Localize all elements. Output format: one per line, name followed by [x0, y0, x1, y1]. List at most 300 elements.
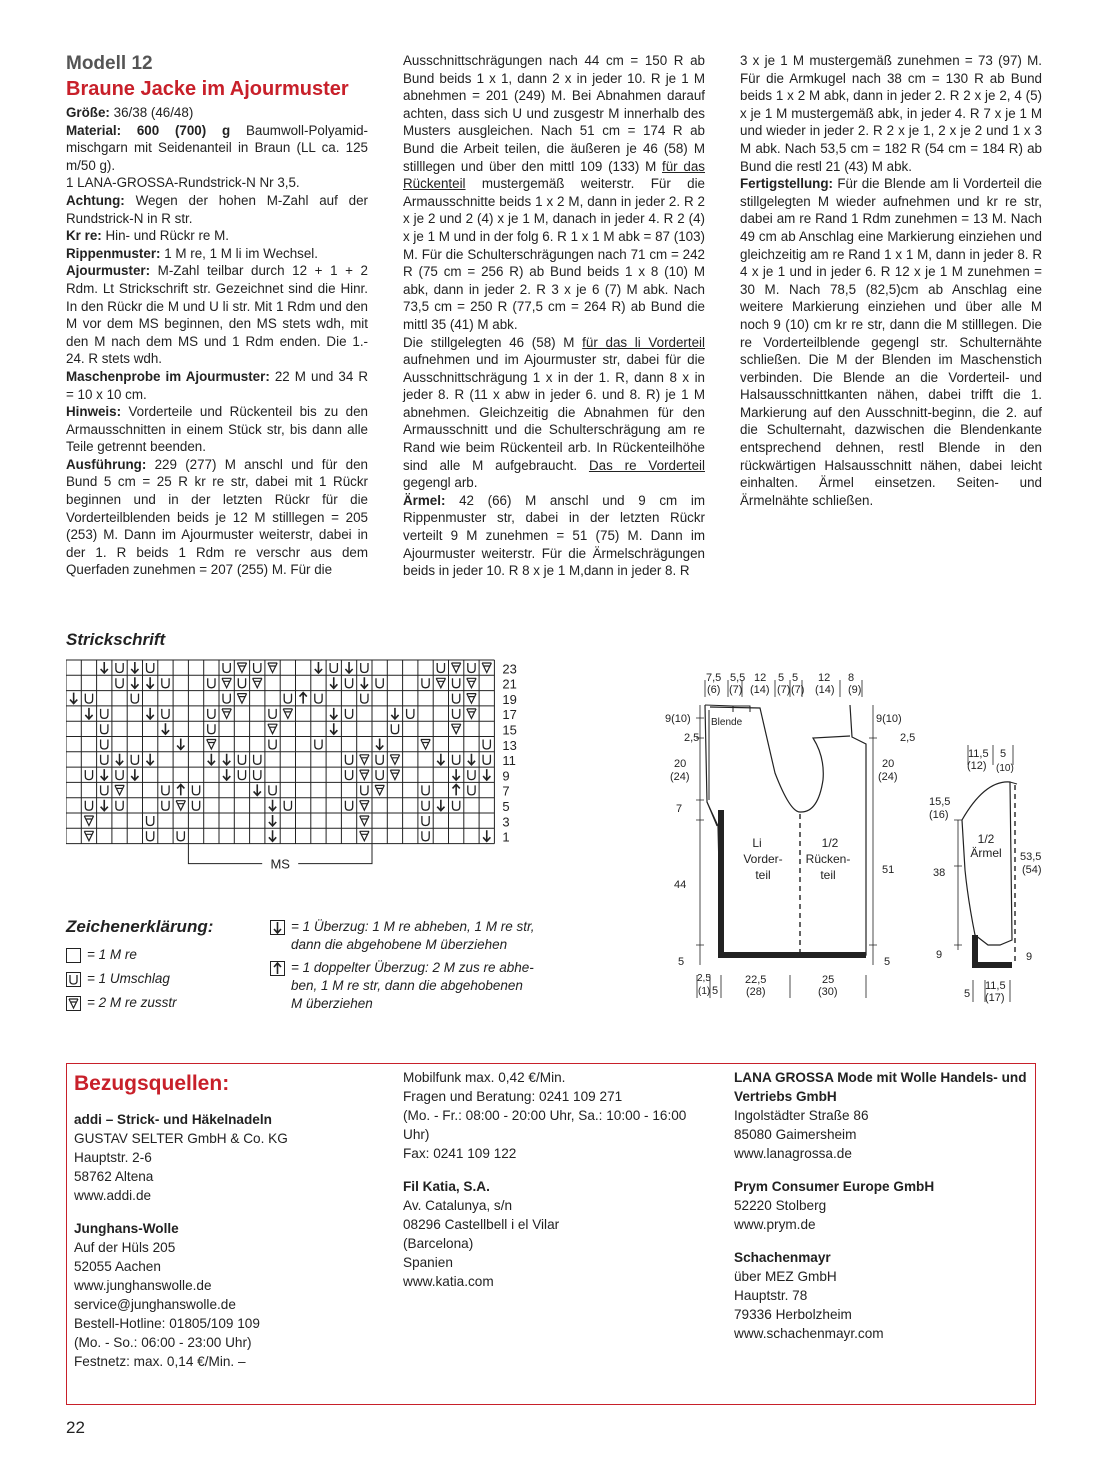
source-line: Bestell-Hotline: 01805/109 109 [74, 1316, 260, 1331]
source-line: 52055 Aachen [74, 1259, 161, 1274]
source-line: www.lanagrossa.de [734, 1146, 852, 1161]
yarnover-symbol [468, 785, 475, 795]
yarnover-symbol [483, 755, 490, 765]
yarnover-symbol [284, 801, 291, 811]
k2tog-symbol [436, 678, 445, 688]
k2tog-symbol [360, 831, 369, 841]
svg-text:20: 20 [882, 758, 895, 770]
ssk-symbol [254, 784, 261, 795]
svg-text:38: 38 [933, 867, 946, 879]
k2tog-symbol [222, 678, 231, 688]
source-line: über MEZ GmbH [734, 1269, 837, 1284]
ssk-symbol [131, 769, 138, 780]
svg-text:(24): (24) [878, 771, 898, 783]
ssk-symbol [131, 662, 138, 673]
svg-text:9: 9 [1026, 951, 1033, 963]
k2tog-symbol [268, 663, 277, 673]
yarnover-symbol [101, 709, 108, 719]
yarnover-symbol [345, 770, 352, 780]
svg-text:teil: teil [755, 868, 771, 882]
paragraph: Kr re: Hin- und Rückr re M. [66, 228, 229, 244]
legend-ssk-line1: = 1 Überzug: 1 M re abheben, 1 M re str, [291, 919, 535, 934]
svg-text:(17): (17) [985, 992, 1005, 1004]
k2tog-symbol [421, 740, 430, 750]
yarnover-symbol [192, 785, 199, 795]
yarnover-symbol [254, 770, 261, 780]
row-number: 5 [502, 799, 510, 814]
k2tog-symbol [253, 678, 262, 688]
k2tog-symbol [222, 709, 231, 719]
source-line: Av. Catalunya, s/n [403, 1198, 513, 1213]
k2tog-symbol [268, 724, 277, 734]
k2tog-symbol [207, 740, 216, 750]
paragraph: Achtung: Wegen der hohen M-Zahl auf der Rundstrick-N in R str. [66, 192, 368, 226]
k2tog-symbol [452, 724, 461, 734]
k2tog-symbol [360, 755, 369, 765]
knitting-chart [66, 655, 566, 900]
source-line: www.schachenmayr.com [734, 1326, 884, 1341]
source-line: (Mo. - Fr.: 08:00 - 20:00 Uhr, Sa.: 10:00 - 16:00 [403, 1108, 687, 1123]
yarnover-symbol [208, 709, 215, 719]
legend-title: Zeichenerklärung: [66, 917, 214, 936]
legend-item-sk2p [270, 959, 535, 1013]
source-line: 85080 Gaimersheim [734, 1127, 857, 1142]
ssk-symbol [269, 830, 276, 841]
svg-text:9(10): 9(10) [876, 713, 902, 725]
svg-text:11,5: 11,5 [985, 980, 1006, 992]
row-number: 23 [502, 661, 517, 677]
ssk-symbol [269, 800, 276, 811]
source-line: Hauptstr. 2-6 [74, 1150, 152, 1165]
source-line: GUSTAV SELTER GmbH & Co. KG [74, 1131, 288, 1146]
k2tog-symbol [84, 831, 93, 841]
paragraph: Die stillgelegten 46 (58) M für das li Vorderteil aufnehmen und im Ajourmuster str, dabei für die Ausschnittschrägung 1 x in der 1. R, dann 8 x in jeder 8. R (11 x abw in jeder 6. und 8. R) je 1 M abnehmen. Gleichzeitig die Abnahmen für den Armausschnitt und die Schulterschrägung am re Rand wie beim Rückenteil arb. In Rückenteilhöhe sind alle M aufgebraucht. Das re Vorderteil gegengl arb. [403, 334, 705, 491]
svg-text:5: 5 [964, 988, 971, 1000]
yarnover-symbol [453, 755, 460, 765]
source-line: www.katia.com [403, 1274, 494, 1289]
paragraph: 3 x je 1 M mustergemäß zunehmen = 73 (97) M. Für die Armkugel nach 38 cm = 130 R ab Bund beids 1 x 2 M abk, dann in jeder 2. R 2 x je 2, 4 (5) x je 1 M mustergemäß abk, in jeder 4. R 7 x je 1 M und wieder in jeder 2. R 2 x je 1, 2 x je 2 und 1 x 3 M abk. Nach 53,5 cm = 182 R (54 cm = 184 R) ab Bund die restl 21 (43) M abk. [740, 53, 1042, 174]
yarnover-symbol [238, 755, 245, 765]
yarnover-symbol [162, 709, 169, 719]
svg-text:Vorder-: Vorder- [743, 852, 783, 866]
svg-text:20: 20 [674, 758, 687, 770]
source-line: 58762 Altena [74, 1169, 154, 1184]
source-line: Auf der Hüls 205 [74, 1240, 176, 1255]
svg-text:12: 12 [818, 672, 831, 684]
ssk-symbol [453, 769, 460, 780]
row-number: 17 [502, 707, 517, 723]
yarnover-symbol [162, 785, 169, 795]
svg-text:2,5: 2,5 [900, 732, 916, 744]
yarnover-symbol [85, 801, 92, 811]
yarnover-symbol-icon [66, 972, 81, 987]
paragraph: Hinweis: Vorderteile und Rückenteil bis zu den Armausschnitten in einem Stück str, bis dann alle Teile getrennt beenden. [66, 404, 368, 455]
k2tog-symbol [467, 709, 476, 719]
yarnover-symbol [101, 785, 108, 795]
svg-text:5: 5 [712, 985, 719, 997]
k2tog-symbol [467, 694, 476, 704]
legend-sk2p-line2: ben, 1 M re str, dann die abgehobenen [291, 978, 523, 993]
legend-col2 [270, 918, 535, 1013]
svg-text:5,5: 5,5 [730, 672, 746, 684]
ssk-symbol [376, 739, 383, 750]
ssk-symbol [223, 754, 230, 765]
paragraphs-col2 [403, 52, 705, 580]
ms-label: MS [270, 856, 290, 872]
svg-text:2,5: 2,5 [684, 732, 700, 744]
yarnover-symbol [422, 785, 429, 795]
k2tog-symbol [390, 770, 399, 780]
svg-text:Li: Li [752, 836, 762, 850]
yarnover-symbol [223, 694, 230, 704]
source-line [734, 1163, 1034, 1177]
yarnover-symbol [376, 755, 383, 765]
yarnover-symbol [208, 724, 215, 734]
yarnover-symbol [437, 663, 444, 673]
sources-box [66, 1063, 1036, 1405]
sources-col2 [403, 1068, 713, 1291]
ssk-symbol-icon [270, 920, 285, 935]
svg-text:51: 51 [882, 864, 895, 876]
source-line: Schachenmayr [734, 1250, 831, 1265]
yarnover-symbol [254, 755, 261, 765]
svg-text:(28): (28) [746, 986, 766, 998]
yarnover-symbol [345, 801, 352, 811]
yarnover-symbol [85, 694, 92, 704]
ssk-symbol [162, 723, 169, 734]
k2tog-symbol [84, 816, 93, 826]
paragraph: Ärmel: 42 (66) M anschl und 9 cm im Rippenmuster str, dabei in der letzten Rückr verteilt 9 M zunehmen = 51 (75) M. Dann im Ajourmuster weiterstr. Für die Ärmelschrägungen beids in jeder 10. R 8 x je 1 M,dann in jeder 8. R [403, 492, 705, 579]
svg-text:9: 9 [936, 949, 943, 961]
svg-text:(7): (7) [777, 684, 791, 696]
ssk-symbol [330, 723, 337, 734]
svg-text:9(10): 9(10) [665, 713, 691, 725]
yarnover-symbol [345, 709, 352, 719]
source-line: Vertriebs GmbH [734, 1089, 837, 1104]
yarnover-symbol [238, 770, 245, 780]
k2tog-symbol [176, 801, 185, 811]
yarnover-symbol [453, 678, 460, 688]
yarnover-symbol [422, 816, 429, 826]
svg-text:(12): (12) [967, 760, 987, 772]
svg-text:Ärmel: Ärmel [970, 846, 1002, 860]
ssk-symbol [147, 677, 154, 688]
yarnover-symbol [376, 678, 383, 688]
paragraph: Ajourmuster: M-Zahl teilbar durch 12 + 1 + 2 Rdm. Lt Strickschrift str. Gezeichnet sind die Hinr. In den Rückr die M und U li str. Mit 1 Rdm und den M vor dem MS beginnen, den MS stets wdh, mit den M nach dem MS und 1 Rdm enden. Die 1.- 24. R stets wdh. [66, 263, 368, 367]
svg-text:(9): (9) [848, 684, 862, 696]
yarnover-symbol [269, 740, 276, 750]
instructions-column-3 [740, 52, 1042, 509]
svg-text:1/2: 1/2 [977, 832, 995, 846]
legend-k2tog-text: = 2 M re zusstr [87, 995, 177, 1010]
source-line: 08296 Castellbell i el Vilar [403, 1217, 560, 1232]
ssk-symbol [269, 815, 276, 826]
yarnover-symbol [361, 663, 368, 673]
sk2p-symbol [300, 693, 307, 704]
ssk-symbol [131, 677, 138, 688]
yarnover-symbol [361, 785, 368, 795]
source-line: 79336 Herbolzheim [734, 1307, 852, 1322]
paragraph: Fertigstellung: Für die Blende am li Vorderteil die stillgelegten M wieder aufnehmen und kr re str, dabei am re Rand 1 Rdm zunehmen = 13 M. Nach 49 cm ab Anschlag eine Markierung einziehen und gleichzeitig am re Rand 1 x 1 M, dann in jeder 8. R 4 x je 1 und in jeder 6. R 12 x je 1 M zunehmen = 30 M. Nach 78,5 (82,5)cm ab Anschlag eine weitere Markierung einziehen und über alle M noch 9 (10) cm kr re str, dann die M stilllegen. Die re Vorderteilblende gegengl str. Schulternähte schließen. Die M der Blenden im Maschenstich verbinden. Die Blende an die Vorderteil- und Halsausschnittkanten nähen, dabei trifft die 1. Markierung auf den Ausschnitt-beginn, die 2. auf die Schulternaht, dazwischen die Blendenkante entsprechend dehnen, restl Blende in den rückwärtigen Halsausschnitt nähen, dabei leicht einhalten. Ärmel einsetzen. Seiten- und Ärmelnähte schließen. [740, 176, 1042, 508]
svg-text:(10): (10) [996, 763, 1014, 774]
ssk-symbol [101, 662, 108, 673]
svg-text:Blende: Blende [711, 717, 743, 728]
yarnover-symbol [177, 831, 184, 841]
row-number: 11 [502, 753, 516, 769]
sources-col3 [734, 1068, 1034, 1343]
yarnover-symbol [85, 770, 92, 780]
k2tog-symbol [467, 678, 476, 688]
svg-text:(16): (16) [929, 809, 949, 821]
source-line: Fil Katia, S.A. [403, 1179, 490, 1194]
yarnover-symbol [116, 770, 123, 780]
yarnover-symbol [330, 663, 337, 673]
source-line: Uhr) [403, 1127, 430, 1142]
svg-text:5: 5 [778, 672, 785, 684]
yarnover-symbol [131, 694, 138, 704]
ssk-symbol [330, 677, 337, 688]
yarnover-symbol [116, 678, 123, 688]
model-number: Modell 12 [66, 53, 153, 74]
ssk-symbol [330, 708, 337, 719]
svg-text:25: 25 [822, 974, 835, 986]
sources-list-2 [403, 1068, 713, 1291]
ssk-symbol [361, 677, 368, 688]
ssk-symbol [391, 708, 398, 719]
svg-text:teil: teil [820, 868, 836, 882]
ssk-symbol [483, 830, 490, 841]
legend-ssk-line2: dann die abgehobene M überziehen [291, 937, 508, 952]
ssk-symbol [208, 754, 215, 765]
source-line: www.addi.de [74, 1188, 152, 1203]
row-number: 15 [502, 722, 517, 738]
source-line: Fax: 0241 109 122 [403, 1146, 517, 1161]
svg-text:(7): (7) [729, 684, 743, 696]
source-line: Junghans-Wolle [74, 1221, 179, 1236]
yarnover-symbol [101, 740, 108, 750]
model-title: Braune Jacke im Ajourmuster [66, 78, 349, 100]
sk2p-symbol [177, 784, 184, 795]
k2tog-symbol [360, 801, 369, 811]
source-line: LANA GROSSA Mode mit Wolle Handels- und [734, 1070, 1027, 1085]
paragraphs-col3 [740, 52, 1042, 509]
row-number: 21 [502, 676, 517, 692]
ssk-symbol [85, 708, 92, 719]
ssk-symbol [147, 708, 154, 719]
yarnover-symbol [407, 709, 414, 719]
ssk-symbol [101, 769, 108, 780]
svg-text:(14): (14) [815, 684, 835, 696]
sk2p-symbol-icon [270, 961, 285, 976]
source-line: www.junghanswolle.de [74, 1278, 212, 1293]
svg-text:44: 44 [674, 879, 687, 891]
svg-text:Rücken-: Rücken- [805, 852, 851, 866]
k2tog-symbol [360, 770, 369, 780]
row-number: 13 [502, 737, 517, 753]
yarnover-symbol [422, 831, 429, 841]
paragraph: 1 LANA-GROSSA-Rundstrick-N Nr 3,5. [66, 175, 300, 191]
paragraph: Ausschnittschrägungen nach 44 cm = 150 R ab Bund beids 1 x 1, dann 2 x in jeder 10. R je 1 M abnehmen = 201 (249) M. Bei Abnahmen darauf achten, dass sich U und zusgestr M innerhalb des Musters ausgleichen. Nach 51 cm = 174 R ab Bund die Arbeit teilen, die äußeren je 46 (58) M stilllegen und über den mittl 109 (133) M für das Rückenteil mustergemäß weiterstr. Für die Armausschnitte beids 1 x 2 M, dann in jeder 2. R 2 x je 2 und 2 (4) x je 1 M, danach in jeder 4. R 2 (4) x je 1 M und in der folg 6. R 1 x 1 M abk = 87 (103) M. Für die Schulterschrägungen nach 71 cm = 242 R (75 cm = 256 R) ab Bund beids 1 x 8 (10) M abk, dann in jeder 2. R 3 x je 6 (7) M abk. Nach 73,5 cm = 250 R (77,5 cm = 264 R) ab Bund die mittl 35 (41) M abk. [403, 53, 705, 332]
yarnover-symbol [131, 755, 138, 765]
source-line: addi – Strick- und Häkelnadeln [74, 1112, 272, 1127]
source-line: (Mo. - So.: 06:00 - 23:00 Uhr) [74, 1335, 252, 1350]
paragraph: Ausführung: 229 (277) M anschl und für den Bund 5 cm = 25 R kr re str, dabei mit 1 Rückr beginnen und in der letzten Rückr für die Vorderteilblenden beids je 12 M stilllegen = 205 (253) M. Dann im Ajourmuster weiterstr, dabei in der 1. R beids 1 Rdm re verschr aus dem Querfaden zunehmen = 207 (255) M. Für die [66, 456, 368, 578]
svg-text:11,5: 11,5 [968, 748, 989, 760]
svg-text:(24): (24) [670, 771, 690, 783]
source-line [734, 1234, 1034, 1248]
source-line: Ingolstädter Straße 86 [734, 1108, 869, 1123]
yarnover-symbol [147, 831, 154, 841]
svg-text:15,5: 15,5 [929, 796, 951, 808]
source-line: (Barcelona) [403, 1236, 474, 1251]
paragraph: Größe: 36/38 (46/48) [66, 105, 194, 120]
yarnover-symbol [468, 663, 475, 673]
paragraphs-col1 [66, 104, 368, 579]
svg-text:(14): (14) [750, 684, 770, 696]
legend-item-yarnover [66, 970, 177, 988]
yarnover-symbol [116, 801, 123, 811]
source-line: Fragen und Beratung: 0241 109 271 [403, 1089, 623, 1104]
svg-text:5: 5 [678, 956, 685, 968]
source-line: Hauptstr. 78 [734, 1288, 808, 1303]
ssk-symbol [468, 754, 475, 765]
yarnover-symbol [147, 816, 154, 826]
k2tog-symbol [237, 663, 246, 673]
source-line: www.prym.de [734, 1217, 816, 1232]
legend-yarnover-text: = 1 Umschlag [87, 971, 170, 986]
row-number: 19 [502, 691, 517, 707]
ssk-symbol [70, 693, 77, 704]
yarnover-symbol [315, 740, 322, 750]
svg-text:7: 7 [676, 803, 683, 815]
ssk-symbol [101, 800, 108, 811]
k2tog-symbol [452, 663, 461, 673]
yarnover-symbol [453, 694, 460, 704]
svg-text:1/2: 1/2 [821, 836, 839, 850]
legend-knit-text: = 1 M re [87, 947, 137, 962]
k2tog-symbol [360, 816, 369, 826]
svg-text:5: 5 [884, 956, 891, 968]
legend-sk2p-line1: = 1 doppelter Überzug: 2 M zus re abhe- [291, 960, 534, 975]
k2tog-symbol [283, 709, 292, 719]
yarnover-symbol [269, 785, 276, 795]
ssk-symbol [315, 662, 322, 673]
ssk-symbol [116, 754, 123, 765]
svg-text:5: 5 [1000, 748, 1007, 760]
instructions-column-2 [403, 52, 705, 580]
yarnover-symbol [147, 663, 154, 673]
yarnover-symbol [162, 801, 169, 811]
yarnover-symbol [192, 801, 199, 811]
legend-col1 [66, 946, 177, 1012]
sources-title: Bezugsquellen: [74, 1072, 230, 1095]
yarnover-symbol [116, 663, 123, 673]
k2tog-symbol [482, 663, 491, 673]
yarnover-symbol [361, 694, 368, 704]
svg-text:(1): (1) [698, 986, 711, 997]
source-line [403, 1163, 713, 1177]
sk2p-symbol [453, 784, 460, 795]
yarnover-symbol [345, 755, 352, 765]
ssk-symbol [483, 769, 490, 780]
yarnover-symbol [376, 770, 383, 780]
ssk-symbol [147, 754, 154, 765]
svg-text:2,5: 2,5 [697, 973, 711, 984]
row-number: 7 [502, 783, 510, 799]
chart-grid [66, 660, 494, 844]
legend-item-k2tog [66, 994, 177, 1012]
instructions-column-1 [66, 52, 368, 579]
svg-text:22,5: 22,5 [745, 974, 767, 986]
source-line: Prym Consumer Europe GmbH [734, 1179, 935, 1194]
svg-text:8: 8 [848, 672, 855, 684]
source-line: service@junghanswolle.de [74, 1297, 236, 1312]
ssk-symbol [177, 739, 184, 750]
row-number: 9 [502, 768, 510, 784]
source-line: Spanien [403, 1255, 453, 1270]
yarnover-symbol [422, 678, 429, 688]
row-number: 3 [502, 814, 510, 830]
chart-title: Strickschrift [66, 630, 166, 649]
svg-text:12: 12 [754, 672, 767, 684]
k2tog-symbol [375, 785, 384, 795]
legend-item-ssk [270, 918, 535, 954]
yarnover-symbol [315, 694, 322, 704]
k2tog-symbol [237, 694, 246, 704]
page-number: 22 [66, 1418, 85, 1437]
source-line [74, 1205, 394, 1219]
yarnover-symbol [422, 801, 429, 811]
yarnover-symbol [269, 709, 276, 719]
svg-text:7,5: 7,5 [706, 672, 722, 684]
svg-text:5: 5 [792, 672, 799, 684]
yarnover-symbol [208, 678, 215, 688]
yarnover-symbol [101, 755, 108, 765]
yarnover-symbol [162, 678, 169, 688]
yarnover-symbol [453, 801, 460, 811]
svg-text:(30): (30) [818, 986, 838, 998]
garment-schematic [660, 665, 1060, 1010]
svg-text:(7): (7) [791, 684, 805, 696]
row-number: 1 [502, 829, 510, 845]
paragraph: Rippenmuster: 1 M re, 1 M li im Wechsel. [66, 245, 318, 261]
yarnover-symbol [391, 724, 398, 734]
paragraph: Material: 600 (700) g Baumwoll-Polyamid-mischgarn mit Seidenanteil in Braun (LL ca. 125 m/50 g). [66, 122, 369, 173]
ssk-symbol [437, 800, 444, 811]
yarnover-symbol [284, 694, 291, 704]
source-line: Mobilfunk max. 0,42 €/Min. [403, 1070, 566, 1085]
legend-item-knit [66, 946, 177, 964]
yarnover-symbol [238, 678, 245, 688]
ssk-symbol [345, 662, 352, 673]
sources-list-3 [734, 1068, 1034, 1343]
ssk-symbol [437, 754, 444, 765]
k2tog-symbol-icon [66, 996, 81, 1011]
source-line: Festnetz: max. 0,14 €/Min. – [74, 1354, 246, 1369]
svg-text:(6): (6) [707, 684, 721, 696]
yarnover-symbol [254, 663, 261, 673]
yarnover-symbol [468, 770, 475, 780]
k2tog-symbol [115, 785, 124, 795]
svg-text:(54): (54) [1022, 864, 1042, 876]
yarnover-symbol [453, 709, 460, 719]
source-line: 52220 Stolberg [734, 1198, 827, 1213]
sources-list-1 [74, 1110, 394, 1371]
yarnover-symbol [223, 663, 230, 673]
yarnover-symbol [345, 678, 352, 688]
ssk-symbol [223, 769, 230, 780]
legend-sk2p-line3: M überziehen [291, 996, 373, 1011]
